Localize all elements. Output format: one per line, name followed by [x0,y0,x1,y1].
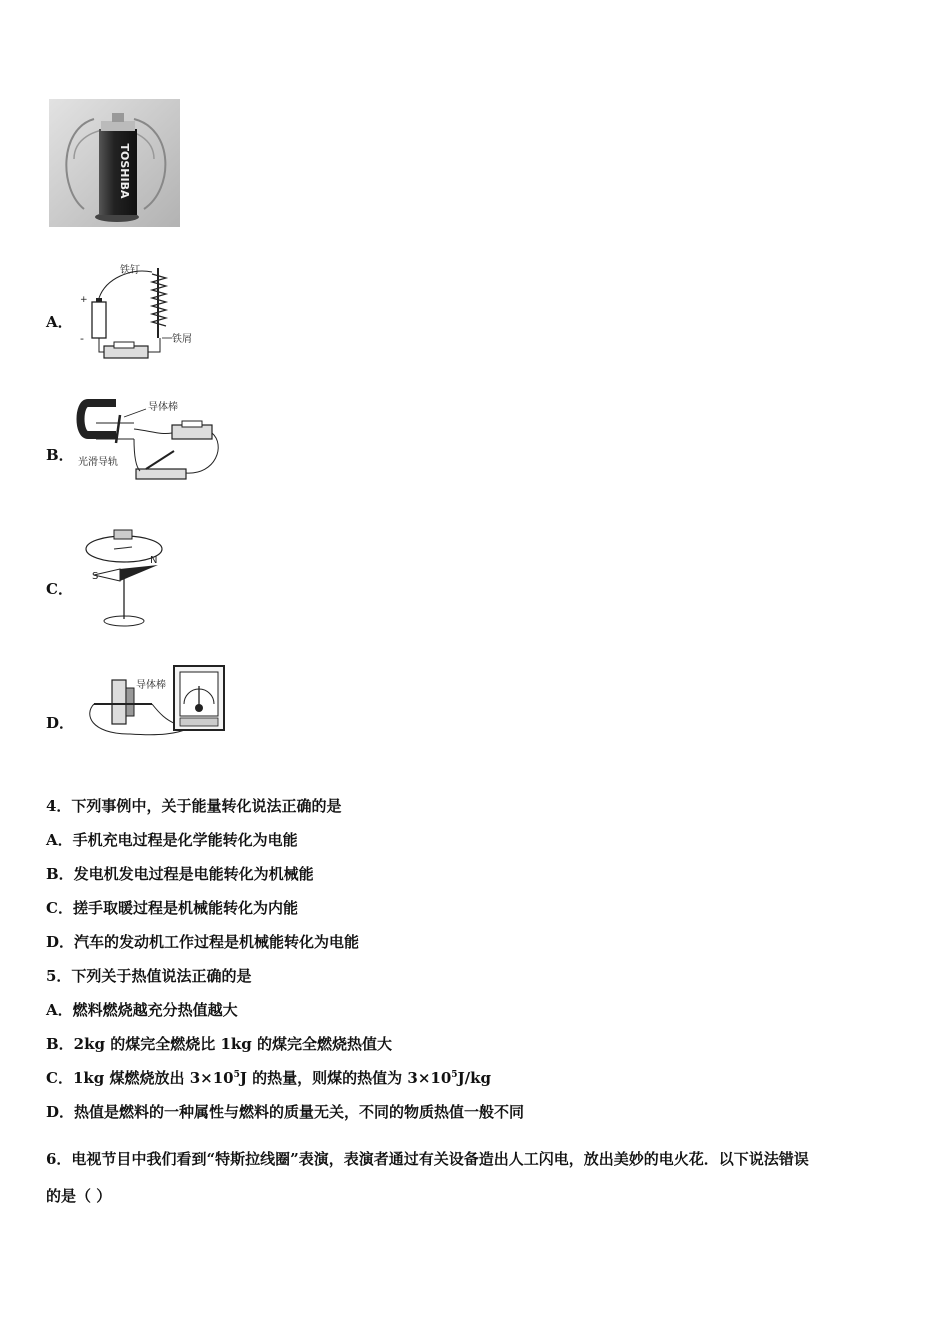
q5-option-c: C．1kg 煤燃烧放出 $3\times 10^5J$ 的热量，则煤的热值为 $3\times 10^5J/kg$ [46,1069,492,1087]
pole-n: N [150,555,158,566]
filings-label: 铁屑 [172,334,192,345]
svg-text:-: - [80,332,84,345]
rod-label-b: 导体棒 [148,402,178,413]
q5-option-a: A．燃料燃烧越充分热值越大 [46,1001,238,1019]
q4-option-b: B．发电机发电过程是电能转化为机械能 [46,865,314,883]
q4-option-d: D．汽车的发动机工作过程是机械能转化为电能 [46,933,360,951]
q6-stem-line1: 6．电视节目中我们看到“特斯拉线圈”表演，表演者通过有关设备造出人工闪电，放出美妙的电火花．以下说法错误 [46,1150,809,1168]
option-b-figure [76,395,226,490]
option-c-figure [80,525,170,633]
q4-option-a: A．手机充电过程是化学能转化为电能 [46,831,298,849]
option-d-figure [80,664,230,744]
option-c-label: C． [46,580,73,598]
svg-text:+: + [80,295,88,305]
q6-stem-line2: 的是（ ） [46,1187,112,1205]
option-b-label: B． [46,446,74,464]
rod-label-d: 导体棒 [136,680,166,691]
q4-stem: 4．下列事例中，关于能量转化说法正确的是 [46,797,342,815]
q5-stem: 5．下列关于热值说法正确的是 [46,967,252,985]
q5-option-b: B．2kg 的煤完全燃烧比 1kg 的煤完全燃烧热值大 [46,1035,392,1053]
pole-s: S [92,571,99,582]
option-a-label: A． [46,313,73,331]
nail-label: 铁钉 [120,265,140,276]
q5-option-d: D．热值是燃料的一种属性与燃料的质量无关，不同的物质热值一般不同 [46,1103,525,1121]
rail-label: 光滑导轨 [78,457,118,468]
q4-option-c: C．搓手取暖过程是机械能转化为内能 [46,899,298,917]
option-a-figure [76,260,206,365]
option-d-label: D． [46,714,75,732]
battery-brand-text: TOSHIBA [118,143,131,199]
battery-photo [49,99,180,227]
